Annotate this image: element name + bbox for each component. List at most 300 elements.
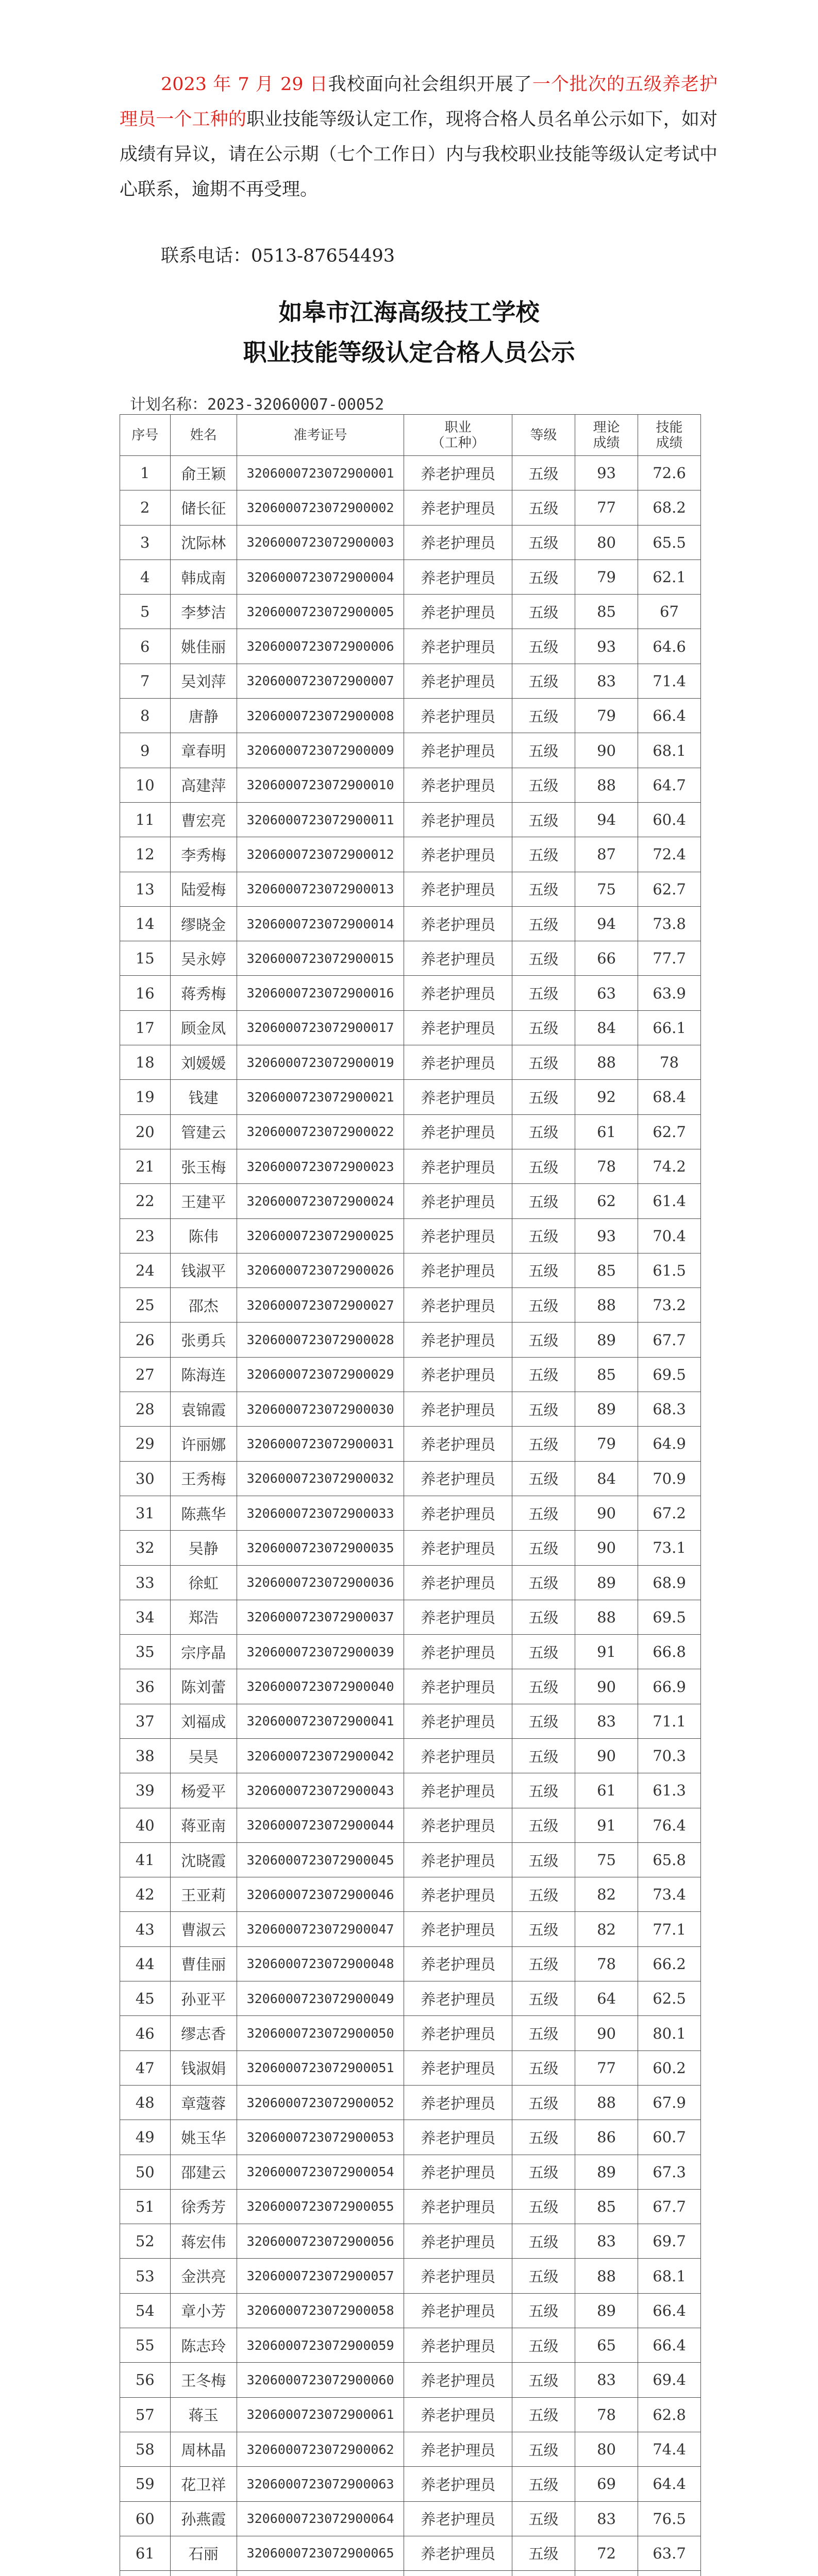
cell-ticket: 3206000723072900045 [237,1842,404,1877]
cell-no: 49 [120,2120,171,2155]
cell-skill: 64.9 [638,1427,701,1461]
cell-theory: 93 [575,629,638,664]
cell-no: 48 [120,2085,171,2120]
header-job-line1: 职业 [444,419,472,435]
cell-no: 20 [120,1114,171,1149]
cell-job: 养老护理员 [404,2397,512,2432]
cell-no: 12 [120,837,171,872]
cell-level: 五级 [512,1357,575,1392]
cell-name: 吴永婷 [170,941,237,976]
table-row [120,1531,701,1565]
cell-skill: 76.4 [638,1808,701,1842]
cell-level: 五级 [512,1323,575,1357]
cell-name: 王秀梅 [170,1461,237,1496]
cell-skill: 69.4 [638,2363,701,2397]
cell-ticket: 3206000723072900015 [237,941,404,976]
plan-code: 2023-32060007-00052 [207,396,385,414]
cell-no: 45 [120,1981,171,2016]
cell-theory: 90 [575,1738,638,1773]
cell-level: 五级 [512,1635,575,1669]
cell-theory: 61 [575,1114,638,1149]
cell-skill: 70.3 [638,1738,701,1773]
cell-no: 59 [120,2467,171,2501]
cell-no: 56 [120,2363,171,2397]
intro-text-1: 我校面向社会组织开展了 [328,74,532,95]
table-row [120,1392,701,1427]
cell-skill: 74.2 [638,1149,701,1183]
cell-ticket: 3206000723072900010 [237,768,404,802]
table-row [120,2363,701,2397]
cell-theory: 89 [575,1565,638,1600]
cell-ticket: 3206000723072900040 [237,1669,404,1704]
cell-theory: 87 [575,837,638,872]
cell-ticket: 3206000723072900033 [237,1496,404,1530]
cell-theory: 88 [575,768,638,802]
cell-job: 养老护理员 [404,1773,512,1808]
cell-level: 五级 [512,664,575,698]
cell-level: 五级 [512,1218,575,1253]
cell-no: 39 [120,1773,171,1808]
cell-name [170,2571,237,2576]
cell-skill: 74.4 [638,2432,701,2466]
cell-no: 5 [120,595,171,629]
cell-job: 养老护理员 [404,1565,512,1600]
cell-job: 养老护理员 [404,2120,512,2155]
cell-job: 养老护理员 [404,1288,512,1323]
cell-theory: 90 [575,1531,638,1565]
cell-skill: 68.2 [638,490,701,525]
intro-text-2: 职业技能等级认定工作，现将合格人员名单公示如下，如对成绩有异议，请在公示期（七个工作日）内与我校职业技能等级认定考试中心联系，逾期不再受理。 [120,109,717,200]
cell-skill: 73.1 [638,1531,701,1565]
cell-theory: 77 [575,2050,638,2085]
cell-name: 章小芳 [170,2293,237,2328]
cell-ticket: 3206000723072900055 [237,2189,404,2224]
header-theory [575,415,638,456]
cell-skill: 77.1 [638,1912,701,1946]
cell-name: 花卫祥 [170,2467,237,2501]
cell-name: 徐秀芳 [170,2189,237,2224]
cell-name: 沈晓霞 [170,1842,237,1877]
cell-ticket: 3206000723072900052 [237,2085,404,2120]
cell-job: 养老护理员 [404,1981,512,2016]
cell-ticket: 3206000723072900048 [237,1946,404,1981]
table-row [120,1842,701,1877]
cell-theory: 65 [575,2328,638,2363]
cell-job: 养老护理员 [404,2536,512,2570]
cell-job: 养老护理员 [404,2155,512,2189]
cell-theory: 90 [575,2016,638,2050]
cell-ticket: 3206000723072900035 [237,1531,404,1565]
cell-level: 五级 [512,941,575,976]
table-row [120,1461,701,1496]
cell-no: 53 [120,2259,171,2293]
cell-ticket: 3206000723072900021 [237,1080,404,1114]
header-job-line2: （工种） [431,435,485,451]
cell-skill: 76.5 [638,2501,701,2536]
cell-name: 王亚莉 [170,1877,237,1912]
cell-theory: 61 [575,1773,638,1808]
table-row [120,2536,701,2570]
table-row [120,2120,701,2155]
cell-no: 61 [120,2536,171,2570]
cell-theory: 94 [575,802,638,837]
cell-name: 许丽娜 [170,1427,237,1461]
cell-level: 五级 [512,2363,575,2397]
cell-skill: 78 [638,1045,701,1080]
header-job [404,415,512,456]
cell-level: 五级 [512,2120,575,2155]
cell-job: 养老护理员 [404,2363,512,2397]
cell-no: 13 [120,872,171,906]
cell-no: 22 [120,1184,171,1218]
table-row [120,629,701,664]
cell-ticket: 3206000723072900036 [237,1565,404,1600]
cell-level: 五级 [512,1184,575,1218]
cell-skill: 73.2 [638,1288,701,1323]
cell-ticket: 3206000723072900063 [237,2467,404,2501]
header-skill-line2: 成绩 [656,435,683,451]
cell-level: 五级 [512,2224,575,2259]
cell-name: 曹佳丽 [170,1946,237,1981]
table-row [120,2293,701,2328]
cell-job: 养老护理员 [404,802,512,837]
cell-job: 养老护理员 [404,2224,512,2259]
cell-name: 曹淑云 [170,1912,237,1946]
table-row [120,1808,701,1842]
cell-skill: 61.5 [638,1253,701,1287]
cell-level: 五级 [512,1427,575,1461]
cell-no: 55 [120,2328,171,2363]
cell-level: 五级 [512,2328,575,2363]
cell-ticket: 3206000723072900023 [237,1149,404,1183]
table-row [120,1288,701,1323]
cell-no: 58 [120,2432,171,2466]
cell-level: 五级 [512,1704,575,1738]
cell-ticket: 3206000723072900004 [237,560,404,594]
cell-no: 11 [120,802,171,837]
cell-no: 51 [120,2189,171,2224]
cell-ticket: 3206000723072900037 [237,1600,404,1634]
cell-job: 养老护理员 [404,2467,512,2501]
cell-theory: 80 [575,525,638,560]
cell-skill: 66.2 [638,1946,701,1981]
cell-theory: 63 [575,976,638,1010]
table-row [120,1773,701,1808]
cell-no: 14 [120,906,171,941]
header-theory-line1: 理论 [593,419,620,435]
cell-no: 47 [120,2050,171,2085]
cell-name: 陈刘蕾 [170,1669,237,1704]
plan-label: 计划名称： [130,396,207,414]
cell-ticket: 3206000723072900026 [237,1253,404,1287]
cell-no: 37 [120,1704,171,1738]
cell-job: 养老护理员 [404,1218,512,1253]
cell-no: 38 [120,1738,171,1773]
table-row [120,802,701,837]
table-header-row [120,415,701,456]
cell-theory: 88 [575,2259,638,2293]
cell-skill: 69.7 [638,2224,701,2259]
cell-job: 养老护理员 [404,1738,512,1773]
cell-theory: 85 [575,1253,638,1287]
table-row [120,1565,701,1600]
cell-name: 姚玉华 [170,2120,237,2155]
cell-ticket: 3206000723072900057 [237,2259,404,2293]
cell-job: 养老护理员 [404,490,512,525]
cell-ticket: 3206000723072900054 [237,2155,404,2189]
contact-phone: 联系电话：0513-87654493 [161,246,395,266]
cell-level [512,2571,575,2576]
cell-level: 五级 [512,906,575,941]
table-row [120,595,701,629]
cell-skill: 68.1 [638,2259,701,2293]
cell-level: 五级 [512,1114,575,1149]
cell-name: 蒋宏伟 [170,2224,237,2259]
cell-skill: 70.9 [638,1461,701,1496]
table-row [120,2155,701,2189]
cell-theory: 91 [575,1808,638,1842]
cell-skill: 61.4 [638,1184,701,1218]
table-row [120,768,701,802]
cell-skill: 67 [638,595,701,629]
cell-level: 五级 [512,2467,575,2501]
cell-job: 养老护理员 [404,560,512,594]
cell-skill: 73.4 [638,1877,701,1912]
cell-theory: 91 [575,1635,638,1669]
cell-name: 缪志香 [170,2016,237,2050]
cell-ticket: 3206000723072900059 [237,2328,404,2363]
cell-job: 养老护理员 [404,525,512,560]
cell-skill: 63.9 [638,976,701,1010]
cell-job: 养老护理员 [404,2501,512,2536]
header-level: 等级 [512,415,575,456]
cell-ticket: 3206000723072900041 [237,1704,404,1738]
cell-no: 28 [120,1392,171,1427]
cell-ticket: 3206000723072900017 [237,1010,404,1045]
cell-name: 蒋玉 [170,2397,237,2432]
cell-job: 养老护理员 [404,2085,512,2120]
cell-job: 养老护理员 [404,1114,512,1149]
cell-ticket: 3206000723072900005 [237,595,404,629]
cell-ticket: 3206000723072900019 [237,1045,404,1080]
cell-theory: 94 [575,906,638,941]
cell-ticket: 3206000723072900043 [237,1773,404,1808]
cell-level: 五级 [512,2432,575,2466]
cell-name: 陈海连 [170,1357,237,1392]
cell-name: 孙亚平 [170,1981,237,2016]
cell-job: 养老护理员 [404,941,512,976]
cell-ticket: 3206000723072900011 [237,802,404,837]
cell-level: 五级 [512,595,575,629]
cell-skill: 64.6 [638,629,701,664]
cell-name: 陈伟 [170,1218,237,1253]
table-row [120,1496,701,1530]
cell-job: 养老护理员 [404,1253,512,1287]
cell-no: 54 [120,2293,171,2328]
table-row [120,2085,701,2120]
cell-skill: 60.2 [638,2050,701,2085]
cell-ticket: 3206000723072900024 [237,1184,404,1218]
cell-level: 五级 [512,2189,575,2224]
cell-theory: 90 [575,1496,638,1530]
cell-theory: 88 [575,1045,638,1080]
cell-skill: 71.4 [638,664,701,698]
header-skill-line1: 技能 [656,419,683,435]
cell-no: 7 [120,664,171,698]
cell-level: 五级 [512,1496,575,1530]
plan-name [130,392,384,414]
cell-skill: 62.1 [638,560,701,594]
cell-job: 养老护理员 [404,976,512,1010]
cell-level: 五级 [512,2293,575,2328]
table-row [120,941,701,976]
cell-no: 40 [120,1808,171,1842]
cell-ticket: 3206000723072900006 [237,629,404,664]
header-no: 序号 [120,415,171,456]
cell-skill: 66.1 [638,1010,701,1045]
cell-job: 养老护理员 [404,1531,512,1565]
cell-no: 44 [120,1946,171,1981]
cell-theory: 78 [575,1149,638,1183]
cell-no: 33 [120,1565,171,1600]
cell-skill: 66.8 [638,1635,701,1669]
cell-job: 养老护理员 [404,1669,512,1704]
cell-name: 钱建 [170,1080,237,1114]
cell-skill: 67.7 [638,2189,701,2224]
cell-job: 养老护理员 [404,2259,512,2293]
cell-theory: 62 [575,1184,638,1218]
table-row [120,1114,701,1149]
cell-no: 50 [120,2155,171,2189]
cell-ticket: 3206000723072900061 [237,2397,404,2432]
cell-level: 五级 [512,1912,575,1946]
table-row [120,1045,701,1080]
cell-job: 养老护理员 [404,664,512,698]
cell-name: 俞王颖 [170,456,237,490]
cell-job: 养老护理员 [404,837,512,872]
cell-name: 王建平 [170,1184,237,1218]
cell-level: 五级 [512,2016,575,2050]
cell-theory: 83 [575,664,638,698]
cell-theory: 83 [575,2501,638,2536]
table-row [120,525,701,560]
cell-skill: 80.1 [638,2016,701,2050]
cell-ticket: 3206000723072900007 [237,664,404,698]
table-row [120,906,701,941]
cell-name: 章春明 [170,733,237,768]
cell-job: 养老护理员 [404,872,512,906]
cell-no: 27 [120,1357,171,1392]
cell-skill: 64.7 [638,768,701,802]
cell-level: 五级 [512,2050,575,2085]
cell-ticket: 3206000723072900028 [237,1323,404,1357]
cell-job: 养老护理员 [404,1946,512,1981]
cell-level: 五级 [512,456,575,490]
cell-no: 46 [120,2016,171,2050]
table-row [120,664,701,698]
cell-skill: 62.8 [638,2397,701,2432]
header-theory-line2: 成绩 [593,435,620,451]
cell-level: 五级 [512,1392,575,1427]
table-row [120,1184,701,1218]
cell-name: 杨爱平 [170,1773,237,1808]
cell-skill: 62.7 [638,1114,701,1149]
cell-theory: 90 [575,733,638,768]
cell-theory: 80 [575,2432,638,2466]
table-row [120,699,701,733]
table-row [120,1600,701,1634]
cell-skill: 70.4 [638,1218,701,1253]
table-row [120,1218,701,1253]
cell-no: 9 [120,733,171,768]
cell-skill: 67.2 [638,1496,701,1530]
cell-job: 养老护理员 [404,733,512,768]
cell-theory: 85 [575,1357,638,1392]
cell-theory: 93 [575,456,638,490]
cell-name: 宗序晶 [170,1635,237,1669]
table-row [120,1253,701,1287]
cell-no: 60 [120,2501,171,2536]
table-row [120,2328,701,2363]
cell-job: 养老护理员 [404,2328,512,2363]
cell-no: 52 [120,2224,171,2259]
cell-no: 36 [120,1669,171,1704]
table-row [120,2397,701,2432]
cell-job: 养老护理员 [404,1842,512,1877]
table-row [120,872,701,906]
cell-level: 五级 [512,872,575,906]
cell-no: 4 [120,560,171,594]
cell-theory: 64 [575,1981,638,2016]
cell-job: 养老护理员 [404,1600,512,1634]
cell-level: 五级 [512,699,575,733]
cell-ticket: 3206000723072900058 [237,2293,404,2328]
cell-skill: 60.4 [638,802,701,837]
cell-no: 42 [120,1877,171,1912]
cell-theory [575,2571,638,2576]
cell-ticket: 3206000723072900001 [237,456,404,490]
cell-name: 陈志玲 [170,2328,237,2363]
cell-skill: 65.5 [638,525,701,560]
cell-no: 17 [120,1010,171,1045]
cell-ticket: 3206000723072900002 [237,490,404,525]
cell-skill: 62.5 [638,1981,701,2016]
cell-level: 五级 [512,1253,575,1287]
cell-job: 养老护理员 [404,1357,512,1392]
cell-no: 29 [120,1427,171,1461]
cell-no: 19 [120,1080,171,1114]
cell-ticket: 3206000723072900012 [237,837,404,872]
cell-skill: 73.8 [638,906,701,941]
cell-level: 五级 [512,2501,575,2536]
table-row [120,1704,701,1738]
table-body [120,456,701,2576]
cell-level: 五级 [512,629,575,664]
cell-name: 蒋亚南 [170,1808,237,1842]
cell-skill: 69.5 [638,1600,701,1634]
cell-no: 31 [120,1496,171,1530]
cell-ticket: 3206000723072900050 [237,2016,404,2050]
table-row [120,2571,701,2576]
cell-theory: 88 [575,2085,638,2120]
cell-name: 郑浩 [170,1600,237,1634]
cell-job: 养老护理员 [404,2189,512,2224]
cell-theory: 89 [575,2293,638,2328]
cell-skill [638,2571,701,2576]
cell-ticket: 3206000723072900049 [237,1981,404,2016]
header-ticket: 准考证号 [237,415,404,456]
cell-job: 养老护理员 [404,1045,512,1080]
